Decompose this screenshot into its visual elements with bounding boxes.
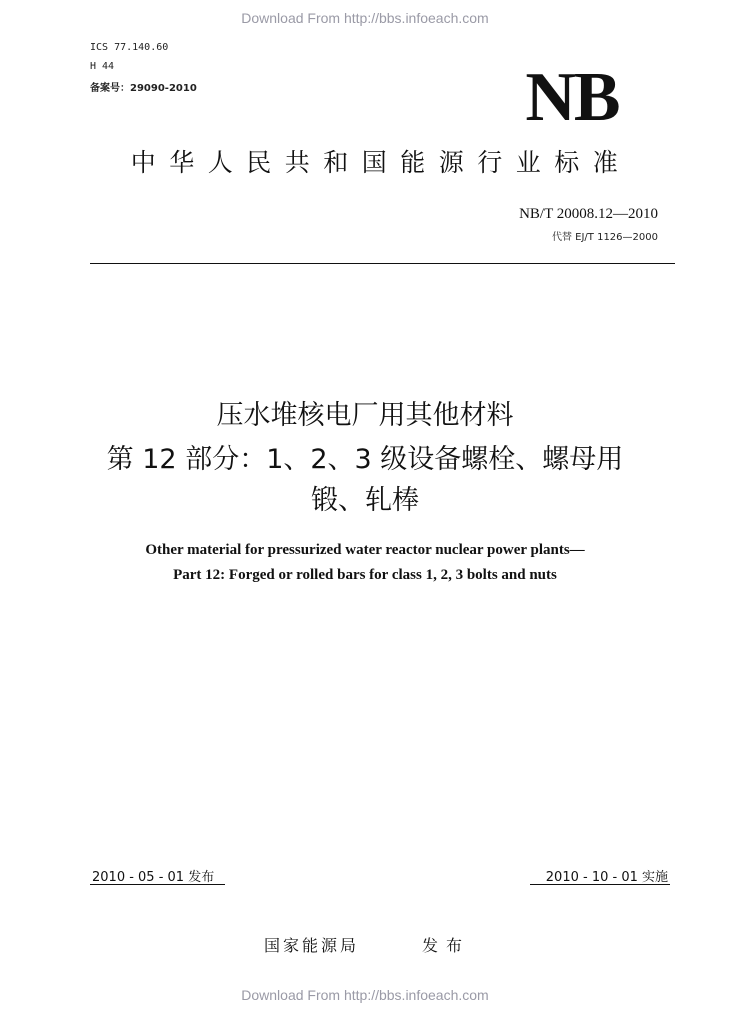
issue-label: 发布 xyxy=(422,936,471,955)
classification-code: H 44 xyxy=(90,61,115,72)
title-en-line-1: Other material for pressurized water reactor nuclear power plants— xyxy=(145,542,585,558)
title-cn-line-2: 第 12 部分：1、2、3 级设备螺栓、螺母用 xyxy=(106,444,624,475)
record-number: 备案号：29090-2010 xyxy=(90,83,197,94)
footer-divider-left xyxy=(90,884,225,885)
title-cn-line-3: 锻、轧棒 xyxy=(311,485,419,516)
nb-logo: NB xyxy=(525,59,619,136)
watermark-bottom: Download From http://bbs.infoeach.com xyxy=(241,987,489,1003)
issuing-authority: 国家能源局 xyxy=(264,936,360,955)
replaces-code: 代替 EJ/T 1126—2000 xyxy=(551,232,658,243)
title-cn-line-1: 压水堆核电厂用其他材料 xyxy=(216,400,514,431)
title-en-line-2: Part 12: Forged or rolled bars for class 1, 2, 3 bolts and nuts xyxy=(173,567,557,583)
footer-divider-right xyxy=(530,884,670,885)
watermark-top: Download From http://bbs.infoeach.com xyxy=(241,10,489,26)
ics-code: ICS 77.140.60 xyxy=(90,42,169,53)
standard-code: NB/T 20008.12—2010 xyxy=(519,206,658,222)
implement-date: 2010 - 10 - 01 实施 xyxy=(545,870,668,885)
publish-date: 2010 - 05 - 01 发布 xyxy=(92,870,215,885)
standard-name: 中华人民共和国能源行业标准 xyxy=(130,148,632,177)
header-divider xyxy=(90,263,675,264)
